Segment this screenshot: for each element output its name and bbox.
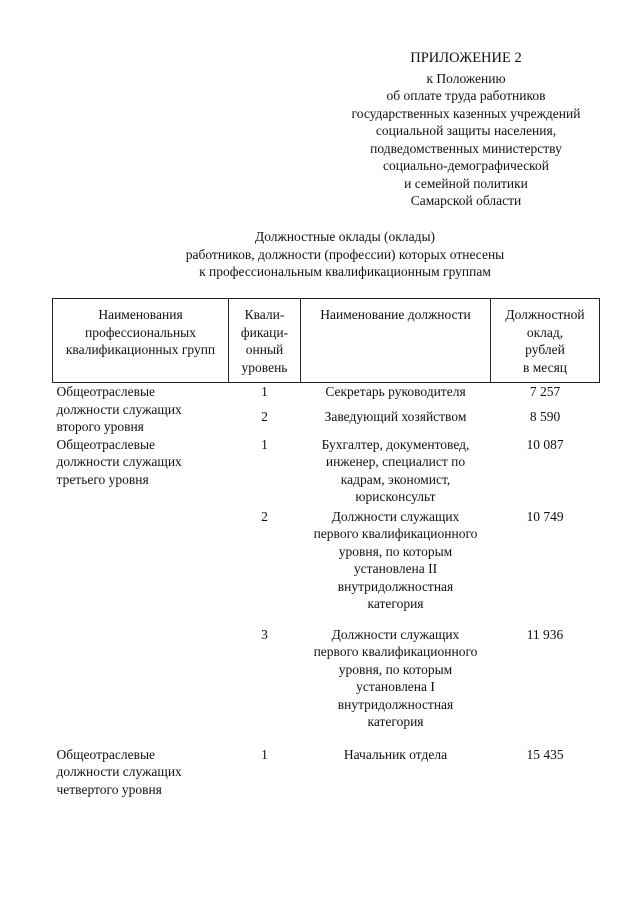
salary-table: [52, 298, 600, 798]
salary-cell: 7 257: [529, 384, 561, 399]
appendix-line: об оплате труда работников: [386, 88, 546, 103]
appendix-line: социальной защиты населения,: [375, 123, 557, 138]
header-position-name: Наименование должности: [301, 299, 491, 383]
table-row: [53, 626, 600, 746]
group-cell: [53, 508, 229, 626]
position-cell: Бухгалтер, документовед, инженер, специалист по кадрам, экономист, юрисконсульт: [321, 436, 470, 504]
table-row: [53, 383, 600, 409]
level-cell: 1: [261, 384, 268, 399]
level-cell: 2: [261, 409, 268, 425]
heading-line: Должностные оклады (оклады): [254, 229, 436, 244]
level-cell: 1: [261, 436, 268, 452]
header-group-name: Наименования профессиональных квалификационных групп: [53, 299, 229, 383]
appendix-line: государственных казенных учреждений: [351, 105, 581, 121]
group-cell: [53, 626, 229, 746]
appendix-line: к Положению: [426, 70, 506, 86]
heading-line: работников, должности (профессии) которых отнесены: [185, 246, 505, 262]
table-row: [53, 746, 600, 799]
group-cell: Общеотраслевые должности служащих четвертого уровня: [56, 746, 182, 797]
group-cell: Общеотраслевые должности служащих второго уровня: [56, 384, 182, 434]
position-cell: Заведующий хозяйством: [324, 409, 467, 425]
header-salary: Должностной оклад, рублей в месяц: [491, 299, 600, 383]
document-heading: [60, 228, 630, 281]
position-cell: Начальник отдела: [343, 746, 448, 762]
position-cell: Должности служащих первого квалификационного уровня, по которым установлена I внутридолжностная категория: [313, 626, 478, 729]
level-cell: 2: [261, 508, 268, 524]
header-qualification-level: Квали- фикаци- онный уровень: [229, 299, 301, 383]
heading-line: к профессиональным квалификационным группам: [199, 264, 491, 279]
group-cell: Общеотраслевые должности служащих третьего уровня: [56, 436, 182, 487]
table-row: [53, 508, 600, 626]
appendix-line: Самарской области: [410, 193, 522, 208]
table-header-row: [53, 299, 600, 383]
appendix-line: и семейной политики: [404, 175, 528, 191]
salary-cell: 8 590: [529, 409, 561, 425]
table-row: [53, 436, 600, 508]
salary-cell: 11 936: [526, 626, 564, 642]
appendix-line: социально-демографической: [382, 158, 550, 173]
appendix-header: [300, 50, 632, 210]
appendix-line: подведомственных министерству: [370, 140, 562, 156]
position-cell: Должности служащих первого квалификационного уровня, по которым установлена II внутридолжностная категория: [313, 508, 478, 611]
level-cell: 3: [261, 626, 268, 642]
position-cell: Секретарь руководителя: [325, 384, 466, 399]
salary-cell: 10 749: [526, 508, 564, 524]
level-cell: 1: [261, 746, 268, 762]
salary-cell: 10 087: [526, 436, 564, 452]
appendix-title: ПРИЛОЖЕНИЕ 2: [410, 50, 522, 66]
salary-cell: 15 435: [526, 746, 564, 762]
